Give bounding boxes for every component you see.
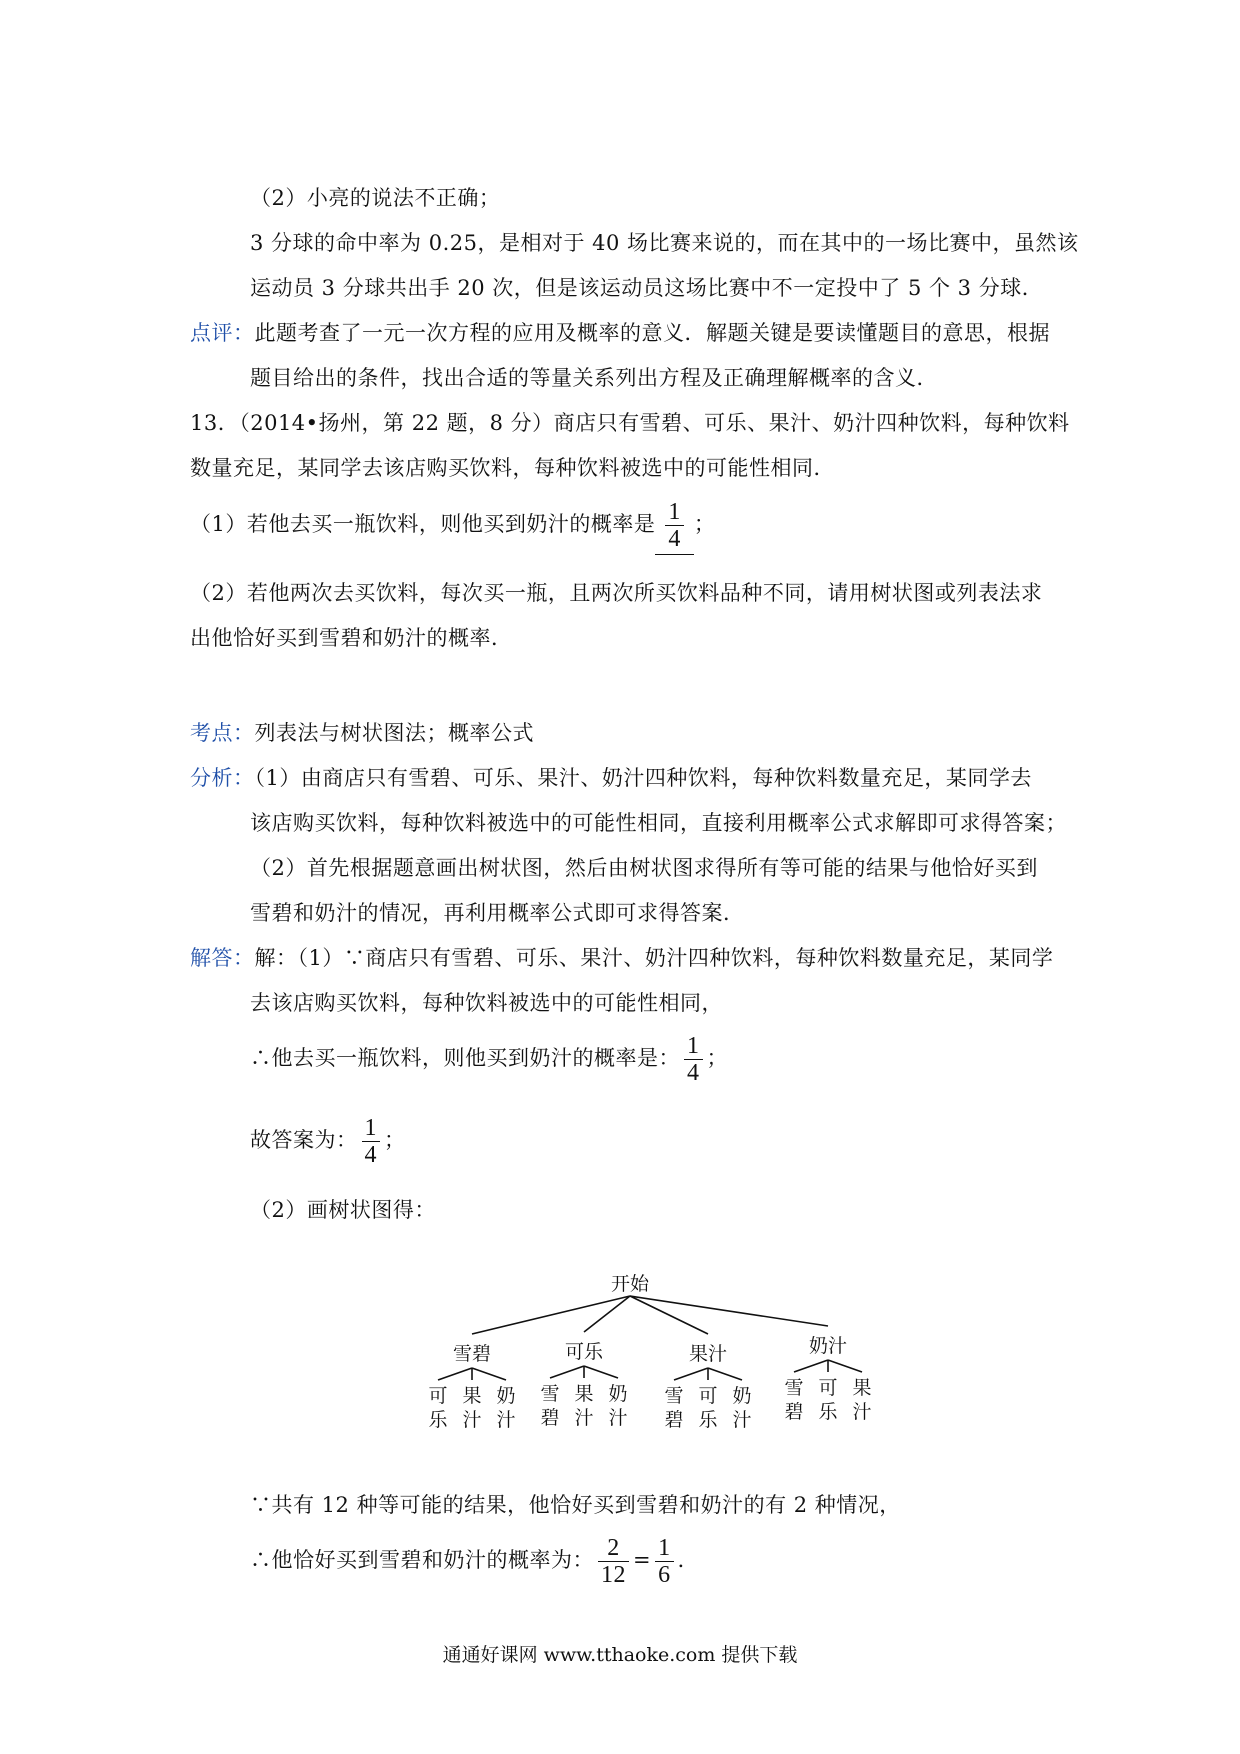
tree-leaf: 雪 (664, 1385, 684, 1407)
analysis-line-4: 雪碧和奶汁的情况，再利用概率公式即可求得答案． (250, 901, 745, 925)
tree-leaf: 碧 (784, 1401, 804, 1423)
tree-leaf: 汁 (732, 1409, 752, 1431)
fraction-one-quarter: $\frac{1}{4}$ (362, 1115, 381, 1168)
tree-edge (828, 1360, 862, 1372)
tree-diagram (420, 1270, 890, 1470)
tree-leaf: 可 (818, 1377, 838, 1399)
analysis-line-3: （2）首先根据题意画出树状图，然后由树状图求得所有等可能的结果与他恰好买到 (250, 856, 1038, 880)
tree-leaf: 汁 (496, 1409, 516, 1431)
tree-leaf: 汁 (462, 1409, 482, 1431)
tree-leaf: 乐 (818, 1401, 838, 1423)
question-2-line-1: （2）若他两次去买饮料，每次买一瓶，且两次所买饮料品种不同，请用树状图或列表法求 (190, 581, 1043, 605)
tree-edge (794, 1360, 828, 1372)
solution-answer: 故答案为： $\frac{1}{4}$ ； (250, 1115, 406, 1168)
fraction-one-quarter: $\frac{1}{4}$ (665, 499, 684, 552)
analysis-label: 分析： (190, 766, 255, 790)
solution-label: 解答： (190, 946, 255, 970)
part2-heading: （2）小亮的说法不正确； (250, 186, 501, 210)
comment-label: 点评： (190, 321, 255, 345)
solution-line-2: 去该店购买饮料，每种饮料被选中的可能性相同， (250, 991, 723, 1015)
tree-edge (674, 1368, 708, 1380)
tree-leaf: 果 (462, 1385, 482, 1407)
tree-edge (584, 1366, 618, 1378)
tree-leaf: 汁 (574, 1407, 594, 1429)
tree-root: 开始 (610, 1273, 650, 1295)
tree-leaf: 碧 (664, 1409, 684, 1431)
comment-line-1 (190, 318, 1050, 348)
analysis-line-1: 分析：（1）由商店只有雪碧、可乐、果汁、奶汁四种饮料，每种饮料数量充足，某同学去 (190, 766, 1032, 790)
solution-total: ∵共有 12 种等可能的结果，他恰好买到雪碧和奶汁的有 2 种情况， (250, 1493, 901, 1517)
kaodian-text: 列表法与树状图法；概率公式 (254, 721, 534, 745)
solution-probability: ∴他去买一瓶饮料，则他买到奶汁的概率是： $\frac{1}{4}$ ； (250, 1033, 728, 1086)
tree-leaf: 果 (574, 1383, 594, 1405)
tree-edge (550, 1366, 584, 1378)
question-2-line-2: 出他恰好买到雪碧和奶汁的概率． (190, 626, 513, 650)
tree-node-2: 可乐 (564, 1341, 604, 1363)
solution-line-1: 解答：解：（1）∵商店只有雪碧、可乐、果汁、奶汁四种饮料，每种饮料数量充足，某同学 (190, 946, 1054, 970)
tree-leaf: 汁 (852, 1401, 872, 1423)
comment-line-2: 题目给出的条件，找出合适的等量关系列出方程及正确理解概率的含义． (250, 366, 938, 390)
fraction-one-sixth: $\frac{1}{6}$ (655, 1535, 674, 1588)
problem-line-1: 13．（2014•扬州，第 22 题，8 分）商店只有雪碧、可乐、果汁、奶汁四种饮料，每种饮料 (190, 411, 1070, 435)
question-1-answer (655, 494, 694, 555)
tree-intro: （2）画树状图得： (250, 1198, 436, 1222)
tree-leaf: 乐 (428, 1409, 448, 1431)
tree-leaf: 奶 (732, 1385, 752, 1407)
tree-leaf: 雪 (784, 1377, 804, 1399)
analysis-line-2: 该店购买饮料，每种饮料被选中的可能性相同，直接利用概率公式求解即可求得答案； (250, 811, 1067, 835)
tree-leaf: 汁 (608, 1407, 628, 1429)
tree-node-1: 雪碧 (452, 1343, 492, 1365)
tree-edge (708, 1368, 742, 1380)
tree-edge (438, 1368, 472, 1380)
question-1: （1）若他去买一瓶饮料，则他买到奶汁的概率是 $\frac{1}{4}$ ； (190, 494, 715, 555)
footer: 通通好课网 www.tthaoke.com 提供下载 (442, 1644, 798, 1666)
tree-node-3: 果汁 (688, 1343, 728, 1365)
tree-leaf: 奶 (608, 1383, 628, 1405)
tree-leaf: 可 (428, 1385, 448, 1407)
part2-line-2: 运动员 3 分球共出手 20 次，但是该运动员这场比赛中不一定投中了 5 个 3 分球． (250, 276, 1044, 300)
tree-edge (472, 1368, 506, 1380)
tree-leaf: 碧 (540, 1407, 560, 1429)
problem-line-2: 数量充足，某同学去该店购买饮料，每种饮料被选中的可能性相同． (190, 456, 835, 480)
kaodian (190, 718, 534, 748)
solution-final: ∴他恰好买到雪碧和奶汁的概率为： $\frac{2}{12}$ = $\frac{1}{6}$ ． (250, 1535, 700, 1588)
comment-text-1: 此题考查了一元一次方程的应用及概率的意义．解题关键是要读懂题目的意思，根据 (254, 321, 1050, 345)
tree-leaf: 乐 (698, 1409, 718, 1431)
kaodian-label: 考点： (190, 721, 255, 745)
fraction-one-quarter: $\frac{1}{4}$ (684, 1033, 703, 1086)
part2-line-1: 3 分球的命中率为 0.25，是相对于 40 场比赛来说的，而在其中的一场比赛中，虽然该 (250, 231, 1079, 255)
tree-leaf: 可 (698, 1385, 718, 1407)
tree-leaf: 奶 (496, 1385, 516, 1407)
tree-node-4: 奶汁 (808, 1335, 848, 1357)
tree-leaf: 雪 (540, 1383, 560, 1405)
fraction-two-twelfths: $\frac{2}{12}$ (598, 1535, 629, 1588)
tree-leaf: 果 (852, 1377, 872, 1399)
question-1-text: （1）若他去买一瓶饮料，则他买到奶汁的概率是 (190, 512, 656, 536)
